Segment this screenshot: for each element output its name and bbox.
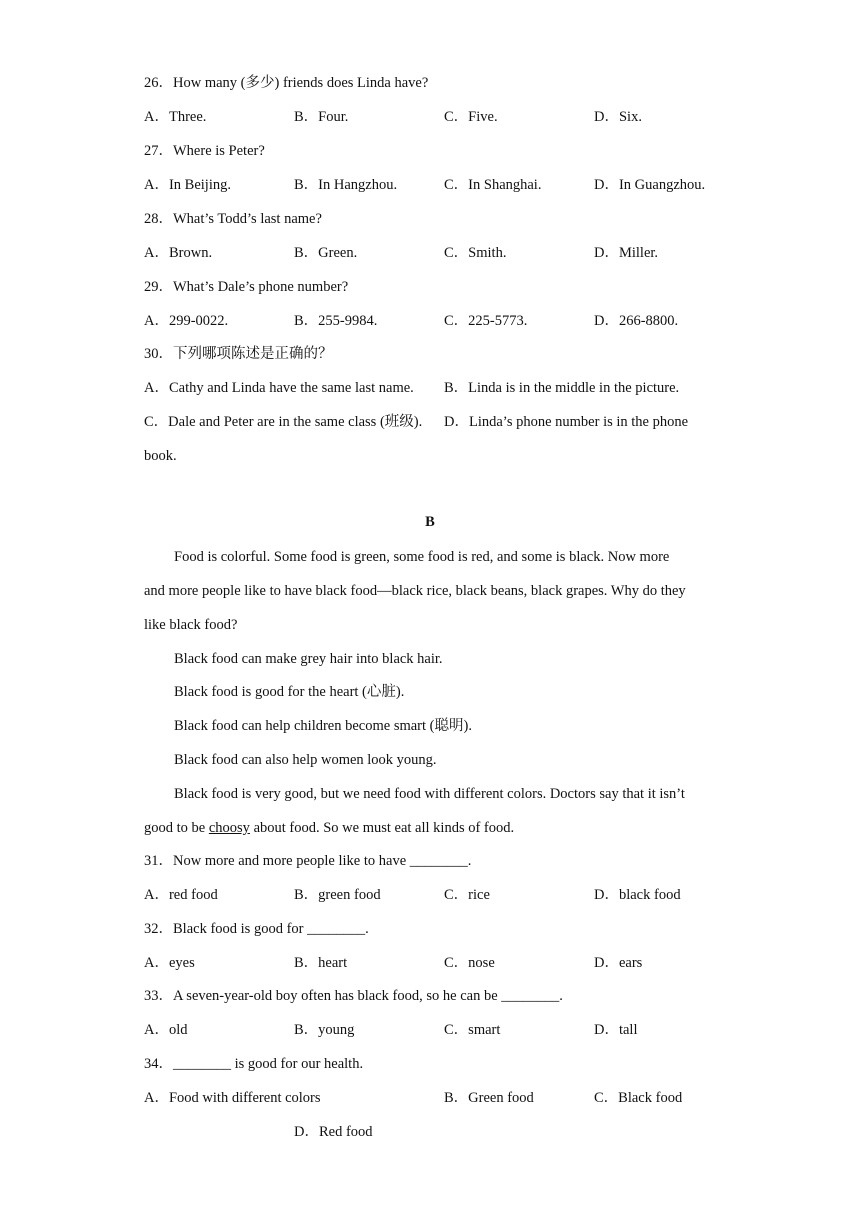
question-number: 27． [144,143,173,159]
passage-line: and more people like to have black food—black rice, black beans, black grapes. Why do they [144,583,686,599]
question-text: What’s Dale’s phone number? [173,279,349,295]
option-d: D．tall [594,1022,638,1038]
option-b: B．green food [294,887,381,903]
question-text: Where is Peter? [173,143,265,159]
option-c: C．Dale and Peter are in the same class (班级). [144,414,423,430]
question-number: 26． [144,75,173,91]
section-heading: B [425,514,435,530]
option-d: D．Linda’s phone number is in the phone [444,414,689,430]
option-c: C．In Shanghai. [444,177,542,193]
question-number: 33． [144,988,173,1004]
question-34 [144,1055,363,1073]
passage-line: Black food is very good, but we need food with different colors. Doctors say that it isn’t [174,786,685,802]
question-27 [144,142,265,160]
option-a: A．Brown. [144,245,213,261]
option-b: B．Green. [294,245,358,261]
option-b: B．Linda is in the middle in the picture. [444,380,680,396]
question-number: 31． [144,853,173,869]
option-c: C．Black food [594,1090,683,1106]
passage-line: Food is colorful. Some food is green, some food is red, and some is black. Now more [174,549,670,565]
question-number: 29． [144,279,173,295]
question-26 [144,74,428,92]
question-number: 30． [144,346,173,362]
question-text: ________ is good for our health. [173,1056,364,1072]
option-d: D．In Guangzhou. [594,177,706,193]
option-c: C．smart [444,1022,501,1038]
question-number: 34． [144,1056,173,1072]
option-d: D．black food [594,887,681,903]
passage-point: Black food can make grey hair into black hair. [174,651,443,667]
question-31 [144,852,471,870]
option-c: C．Five. [444,109,498,125]
option-b: B．heart [294,955,348,971]
option-a: A．red food [144,887,218,903]
option-d: D．Miller. [594,245,659,261]
option-d: D．Red food [294,1124,373,1140]
passage-line: like black food? [144,617,238,633]
question-number: 28． [144,211,173,227]
option-b: B．Green food [444,1090,534,1106]
option-a: A．In Beijing. [144,177,231,193]
passage-point: Black food can help children become smart (聪明). [174,718,472,734]
passage-text: about food. So we must eat all kinds of food. [249,820,515,836]
option-a: A．eyes [144,955,195,971]
option-c: C．Smith. [444,245,507,261]
passage-point: Black food is good for the heart (心脏). [174,684,405,700]
option-b: B．In Hangzhou. [294,177,398,193]
option-d: D．ears [594,955,643,971]
passage-point: Black food can also help women look young. [174,752,437,768]
question-text: What’s Todd’s last name? [173,211,322,227]
question-text: 下列哪项陈述是正确的？ [173,346,333,362]
option-d: D．266-8800. [594,313,679,329]
option-d: D．Six. [594,109,642,125]
passage-text: good to be [144,820,209,836]
option-a: A．Food with different colors [144,1090,321,1106]
option-d-continued: book. [144,448,177,464]
option-c: C．225-5773. [444,313,528,329]
question-30 [144,345,333,363]
question-text: Black food is good for ________. [173,921,369,937]
question-28 [144,210,322,228]
question-text: How many (多少) friends does Linda have? [173,75,429,91]
option-b: B．255-9984. [294,313,378,329]
option-a: A．Three. [144,109,207,125]
question-text: Now more and more people like to have ________. [173,853,472,869]
question-29 [144,278,348,296]
underlined-word: choosy [208,820,250,836]
option-b: B．Four. [294,109,349,125]
option-b: B．young [294,1022,355,1038]
question-32 [144,920,369,938]
option-a: A．old [144,1022,188,1038]
option-a: A．299-0022. [144,313,229,329]
passage-line [144,819,514,837]
question-33 [144,987,563,1005]
option-a: A．Cathy and Linda have the same last name. [144,380,414,396]
option-c: C．rice [444,887,490,903]
question-number: 32． [144,921,173,937]
question-text: A seven-year-old boy often has black food, so he can be ________. [173,988,563,1004]
option-c: C．nose [444,955,495,971]
